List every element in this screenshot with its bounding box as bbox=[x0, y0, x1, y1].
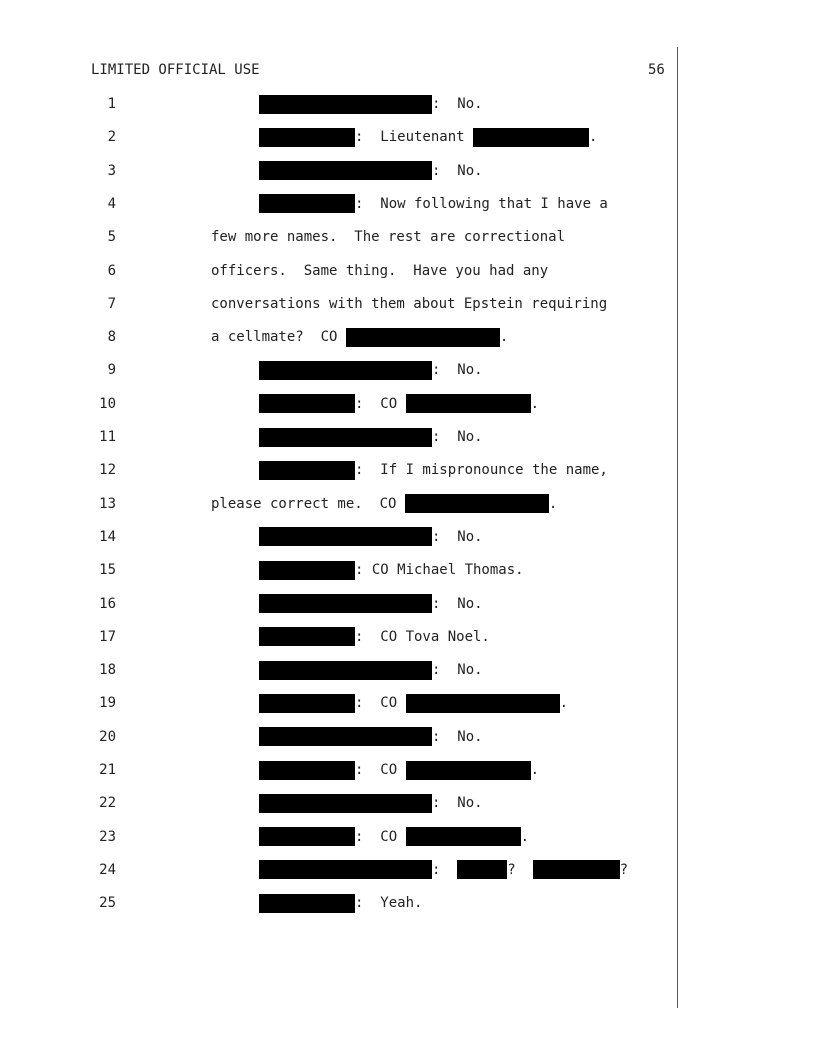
redaction-block bbox=[533, 860, 620, 879]
redaction-block bbox=[259, 394, 355, 413]
line-number: 8 bbox=[107, 329, 116, 346]
line-text-segment: ? bbox=[507, 861, 533, 878]
transcript-line bbox=[0, 827, 816, 847]
redaction-block bbox=[259, 361, 432, 380]
line-number: 5 bbox=[107, 229, 116, 246]
line-text-segment: : CO bbox=[355, 762, 406, 778]
transcript-line bbox=[0, 327, 816, 347]
line-text bbox=[259, 127, 597, 147]
redaction-block bbox=[259, 627, 355, 646]
line-text-segment: . bbox=[530, 762, 540, 778]
line-number: 16 bbox=[99, 595, 116, 612]
line-text bbox=[259, 827, 529, 847]
redaction-block bbox=[259, 561, 355, 580]
redaction-block bbox=[259, 827, 355, 846]
line-text-segment: . bbox=[520, 828, 530, 845]
line-text bbox=[259, 427, 483, 447]
transcript-line bbox=[0, 161, 816, 181]
line-number: 22 bbox=[99, 795, 116, 812]
redaction-block bbox=[259, 428, 432, 447]
line-text-segment: : No. bbox=[432, 362, 483, 379]
transcript-line bbox=[0, 693, 816, 713]
transcript-line bbox=[0, 460, 816, 480]
line-text-segment: conversations with them about Epstein requiring bbox=[211, 295, 608, 312]
line-number: 10 bbox=[99, 395, 116, 412]
line-text-segment: : No. bbox=[432, 96, 483, 112]
line-text bbox=[211, 294, 607, 314]
line-number: 2 bbox=[107, 129, 116, 146]
line-number: 3 bbox=[107, 162, 116, 179]
line-number: 7 bbox=[107, 295, 116, 312]
transcript-line bbox=[0, 427, 816, 447]
line-text-segment: . bbox=[530, 395, 540, 412]
redaction-block bbox=[259, 161, 432, 180]
line-text bbox=[211, 261, 548, 281]
line-text-segment: : Lieutenant bbox=[355, 129, 474, 146]
line-text bbox=[259, 627, 490, 647]
redaction-block bbox=[457, 860, 507, 879]
redaction-block bbox=[259, 461, 355, 480]
transcript-line bbox=[0, 94, 816, 114]
transcript-line bbox=[0, 294, 816, 314]
line-text-segment: : CO bbox=[355, 828, 406, 845]
line-text bbox=[211, 494, 557, 514]
line-number: 14 bbox=[99, 528, 116, 545]
redaction-block bbox=[259, 194, 355, 213]
redaction-block bbox=[406, 827, 521, 846]
line-text-segment: few more names. The rest are correctional bbox=[211, 229, 566, 246]
line-text bbox=[259, 793, 483, 813]
line-text-segment: : If I mispronounce the name, bbox=[355, 462, 608, 479]
line-text-segment: ? bbox=[619, 861, 629, 878]
transcript-line bbox=[0, 227, 816, 247]
line-text bbox=[259, 860, 628, 880]
line-text bbox=[259, 560, 524, 580]
redaction-block bbox=[259, 761, 355, 780]
redaction-block bbox=[473, 128, 589, 147]
line-number: 1 bbox=[107, 96, 116, 112]
transcript-line bbox=[0, 494, 816, 514]
line-text-segment: : CO bbox=[355, 395, 406, 412]
line-number: 17 bbox=[99, 628, 116, 645]
transcript-line bbox=[0, 127, 816, 147]
line-number: 21 bbox=[99, 762, 116, 778]
transcript-line bbox=[0, 727, 816, 747]
transcript-line bbox=[0, 627, 816, 647]
line-text bbox=[259, 693, 568, 713]
transcript-line bbox=[0, 527, 816, 547]
line-number: 12 bbox=[99, 462, 116, 479]
line-text bbox=[259, 360, 483, 380]
line-text-segment: please correct me. CO bbox=[211, 495, 405, 512]
line-text-segment: : No. bbox=[432, 162, 483, 179]
line-text-segment: : Now following that I have a bbox=[355, 195, 608, 212]
redaction-block bbox=[259, 95, 432, 114]
line-text-segment: a cellmate? CO bbox=[211, 329, 346, 346]
line-text-segment: : Yeah. bbox=[355, 895, 423, 912]
line-number: 13 bbox=[99, 495, 116, 512]
line-text bbox=[259, 760, 539, 780]
line-number: 4 bbox=[107, 195, 116, 212]
redaction-block bbox=[259, 794, 432, 813]
line-text-segment: : No. bbox=[432, 429, 483, 445]
line-text-segment: : No. bbox=[432, 662, 483, 679]
line-text-segment: : No. bbox=[432, 795, 483, 812]
redaction-block bbox=[406, 394, 531, 413]
redaction-block bbox=[259, 128, 355, 147]
line-text bbox=[259, 194, 608, 214]
line-number: 19 bbox=[99, 695, 116, 712]
line-text-segment: : No. bbox=[432, 728, 483, 745]
line-text bbox=[259, 660, 483, 680]
transcript-line bbox=[0, 860, 816, 880]
line-number: 9 bbox=[107, 362, 116, 379]
line-text bbox=[259, 727, 483, 747]
line-text bbox=[259, 460, 608, 480]
redaction-block bbox=[406, 694, 560, 713]
transcript-line bbox=[0, 893, 816, 913]
line-text-segment: : CO Michael Thomas. bbox=[355, 562, 524, 579]
transcript-line bbox=[0, 594, 816, 614]
line-text-segment: : No. bbox=[432, 528, 483, 545]
line-text-segment: . bbox=[548, 495, 558, 512]
line-text-segment: : No. bbox=[432, 595, 483, 612]
line-text-segment: : CO bbox=[355, 695, 406, 712]
transcript-line bbox=[0, 194, 816, 214]
transcript-line bbox=[0, 793, 816, 813]
line-number: 24 bbox=[99, 861, 116, 878]
line-text bbox=[259, 394, 539, 414]
line-number: 11 bbox=[99, 429, 116, 445]
line-text-segment: . bbox=[589, 129, 598, 146]
redaction-block bbox=[346, 328, 500, 347]
redaction-block bbox=[259, 661, 432, 680]
line-text bbox=[259, 527, 483, 547]
line-text-segment: officers. Same thing. Have you had any bbox=[211, 262, 549, 279]
redaction-block bbox=[406, 761, 531, 780]
transcript-line bbox=[0, 360, 816, 380]
line-number: 6 bbox=[107, 262, 116, 279]
page-number: 56 bbox=[648, 62, 665, 78]
line-number: 20 bbox=[99, 728, 116, 745]
line-number: 23 bbox=[99, 828, 116, 845]
line-text bbox=[259, 161, 483, 181]
transcript-line bbox=[0, 261, 816, 281]
line-text bbox=[259, 94, 483, 114]
redaction-block bbox=[259, 894, 355, 913]
line-text-segment: . bbox=[499, 329, 509, 346]
redaction-block bbox=[259, 594, 432, 613]
redaction-block bbox=[259, 727, 432, 746]
line-text-segment: : CO Tova Noel. bbox=[355, 628, 490, 645]
line-text bbox=[211, 227, 565, 247]
redaction-block bbox=[259, 527, 432, 546]
redaction-block bbox=[405, 494, 549, 513]
line-text-segment: . bbox=[559, 695, 569, 712]
line-text bbox=[211, 327, 508, 347]
redaction-block bbox=[259, 860, 432, 879]
transcript-line bbox=[0, 660, 816, 680]
line-number: 18 bbox=[99, 662, 116, 679]
transcript-line bbox=[0, 560, 816, 580]
line-text-segment: : bbox=[432, 861, 458, 878]
line-number: 15 bbox=[99, 562, 116, 579]
line-number: 25 bbox=[99, 895, 116, 912]
transcript-line bbox=[0, 394, 816, 414]
line-text bbox=[259, 594, 483, 614]
redaction-block bbox=[259, 694, 355, 713]
classification-header: LIMITED OFFICIAL USE bbox=[91, 62, 260, 78]
transcript-line bbox=[0, 760, 816, 780]
line-text bbox=[259, 893, 422, 913]
